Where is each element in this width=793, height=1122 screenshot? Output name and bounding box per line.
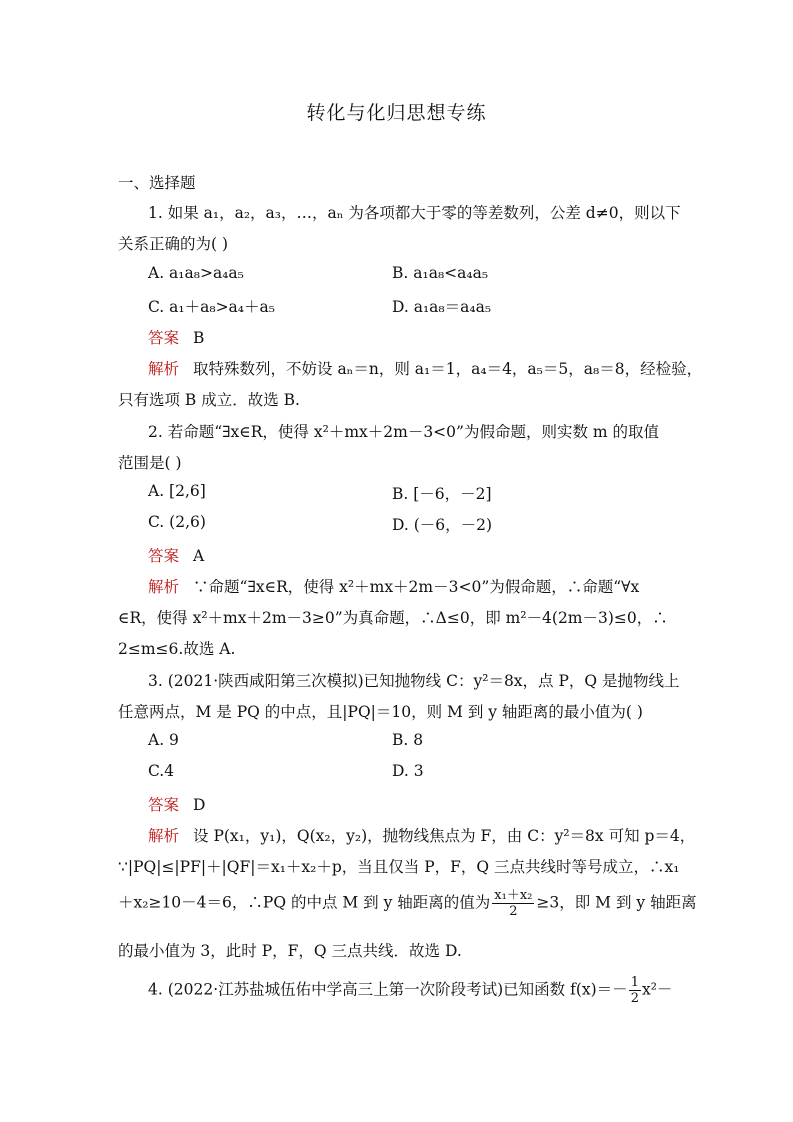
question-1-answer bbox=[148, 326, 204, 348]
question-2-option-a: A. [2,6] bbox=[148, 482, 206, 500]
question-2-line-2: 范围是( ) bbox=[118, 454, 182, 472]
answer-label: 答案 bbox=[148, 547, 180, 565]
question-3-option-d: D. 3 bbox=[392, 762, 424, 780]
question-1-line-2: 关系正确的为( ) bbox=[118, 235, 229, 253]
section-heading: 一、选择题 bbox=[118, 174, 196, 192]
question-1-option-c: C. a₁＋a₈>a₄＋a₅ bbox=[148, 298, 275, 316]
question-2-option-d: D. (－6，－2) bbox=[392, 516, 493, 534]
question-1-option-d: D. a₁a₈＝a₄a₅ bbox=[392, 298, 492, 316]
analysis-text: ≥3，即 M 到 y 轴距离 bbox=[536, 893, 697, 912]
question-3-line-2: 任意两点，M 是 PQ 的中点，且|PQ|＝10，则 M 到 y 轴距离的最小值为( ) bbox=[118, 703, 643, 721]
fraction-numerator: x₁＋x₂ bbox=[494, 888, 533, 903]
analysis-text: 设 P(x₁，y₁)，Q(x₂，y₂)，抛物线焦点为 F，由 C：y²＝8x 可知 p＝4， bbox=[193, 827, 696, 845]
answer-label: 答案 bbox=[148, 329, 180, 347]
answer-value: A bbox=[193, 547, 205, 565]
question-3-option-c: C.4 bbox=[148, 762, 175, 780]
question-2-line-1: 2. 若命题“∃x∈R，使得 x²＋mx＋2m－3<0”为假命题，则实数 m 的取值 bbox=[148, 423, 660, 441]
question-2-analysis-line-3: 2≤m≤6.故选 A. bbox=[118, 640, 236, 658]
question-1-analysis-line-2: 只有选项 B 成立．故选 B. bbox=[118, 391, 300, 409]
answer-value: B bbox=[193, 329, 205, 347]
question-text: 4. (2022·江苏盐城伍佑中学高三上第一次阶段考试)已知函数 f(x)＝－ bbox=[148, 980, 628, 999]
answer-label: 答案 bbox=[148, 796, 180, 814]
question-4-line-1 bbox=[148, 975, 672, 1006]
question-3-answer bbox=[148, 793, 205, 815]
question-3-option-a: A. 9 bbox=[148, 731, 179, 749]
question-1-analysis-line-1 bbox=[148, 357, 702, 379]
analysis-text: ∵命题“∃x∈R，使得 x²＋mx＋2m－3<0”为假命题，∴命题“∀x bbox=[193, 578, 640, 596]
question-3-line-1: 3. (2021·陕西咸阳第三次模拟)已知抛物线 C：y²＝8x，点 P，Q 是抛物线上 bbox=[148, 672, 680, 690]
answer-value: D bbox=[193, 796, 206, 814]
question-1-line-1: 1. 如果 a₁，a₂，a₃，…，aₙ 为各项都大于零的等差数列，公差 d≠0，则以下 bbox=[148, 204, 681, 222]
page-title: 转化与化归思想专练 bbox=[306, 102, 487, 124]
analysis-text: 取特殊数列，不妨设 aₙ＝n，则 a₁＝1，a₄＝4，a₅＝5，a₈＝8，经检验， bbox=[193, 360, 703, 378]
analysis-label: 解析 bbox=[148, 578, 180, 596]
fraction-numerator: 1 bbox=[630, 975, 639, 990]
question-3-option-b: B. 8 bbox=[392, 731, 424, 749]
analysis-label: 解析 bbox=[148, 827, 180, 845]
analysis-label: 解析 bbox=[148, 360, 180, 378]
question-2-option-b: B. [－6，－2] bbox=[392, 485, 492, 503]
fraction-denominator: 2 bbox=[630, 991, 639, 1006]
fraction bbox=[629, 975, 641, 1006]
question-2-answer bbox=[148, 544, 204, 566]
question-2-option-c: C. (2,6) bbox=[148, 513, 206, 531]
question-3-analysis-line-1 bbox=[148, 824, 695, 846]
analysis-text: ＋x₂≥10－4＝6，∴PQ 的中点 M 到 y 轴距离的值为 bbox=[118, 893, 491, 912]
fraction-denominator: 2 bbox=[509, 904, 518, 919]
question-text: x²－ bbox=[641, 980, 673, 999]
question-2-analysis-line-2: ∈R，使得 x²＋mx＋2m－3≥0”为真命题，∴Δ≤0，即 m²－4(2m－3)≤0，∴ bbox=[118, 609, 668, 627]
question-3-analysis-line-3 bbox=[118, 888, 697, 919]
question-1-option-a: A. a₁a₈>a₄a₅ bbox=[148, 264, 244, 282]
question-3-analysis-line-2: ∵|PQ|≤|PF|＋|QF|＝x₁＋x₂＋p，当且仅当 P，F，Q 三点共线时等号成立，∴x₁ bbox=[118, 858, 680, 876]
question-2-analysis-line-1 bbox=[148, 575, 639, 597]
question-3-analysis-line-4: 的最小值为 3，此时 P，F，Q 三点共线．故选 D. bbox=[118, 942, 462, 960]
question-1-option-b: B. a₁a₈<a₄a₅ bbox=[392, 264, 489, 282]
fraction bbox=[492, 888, 534, 919]
